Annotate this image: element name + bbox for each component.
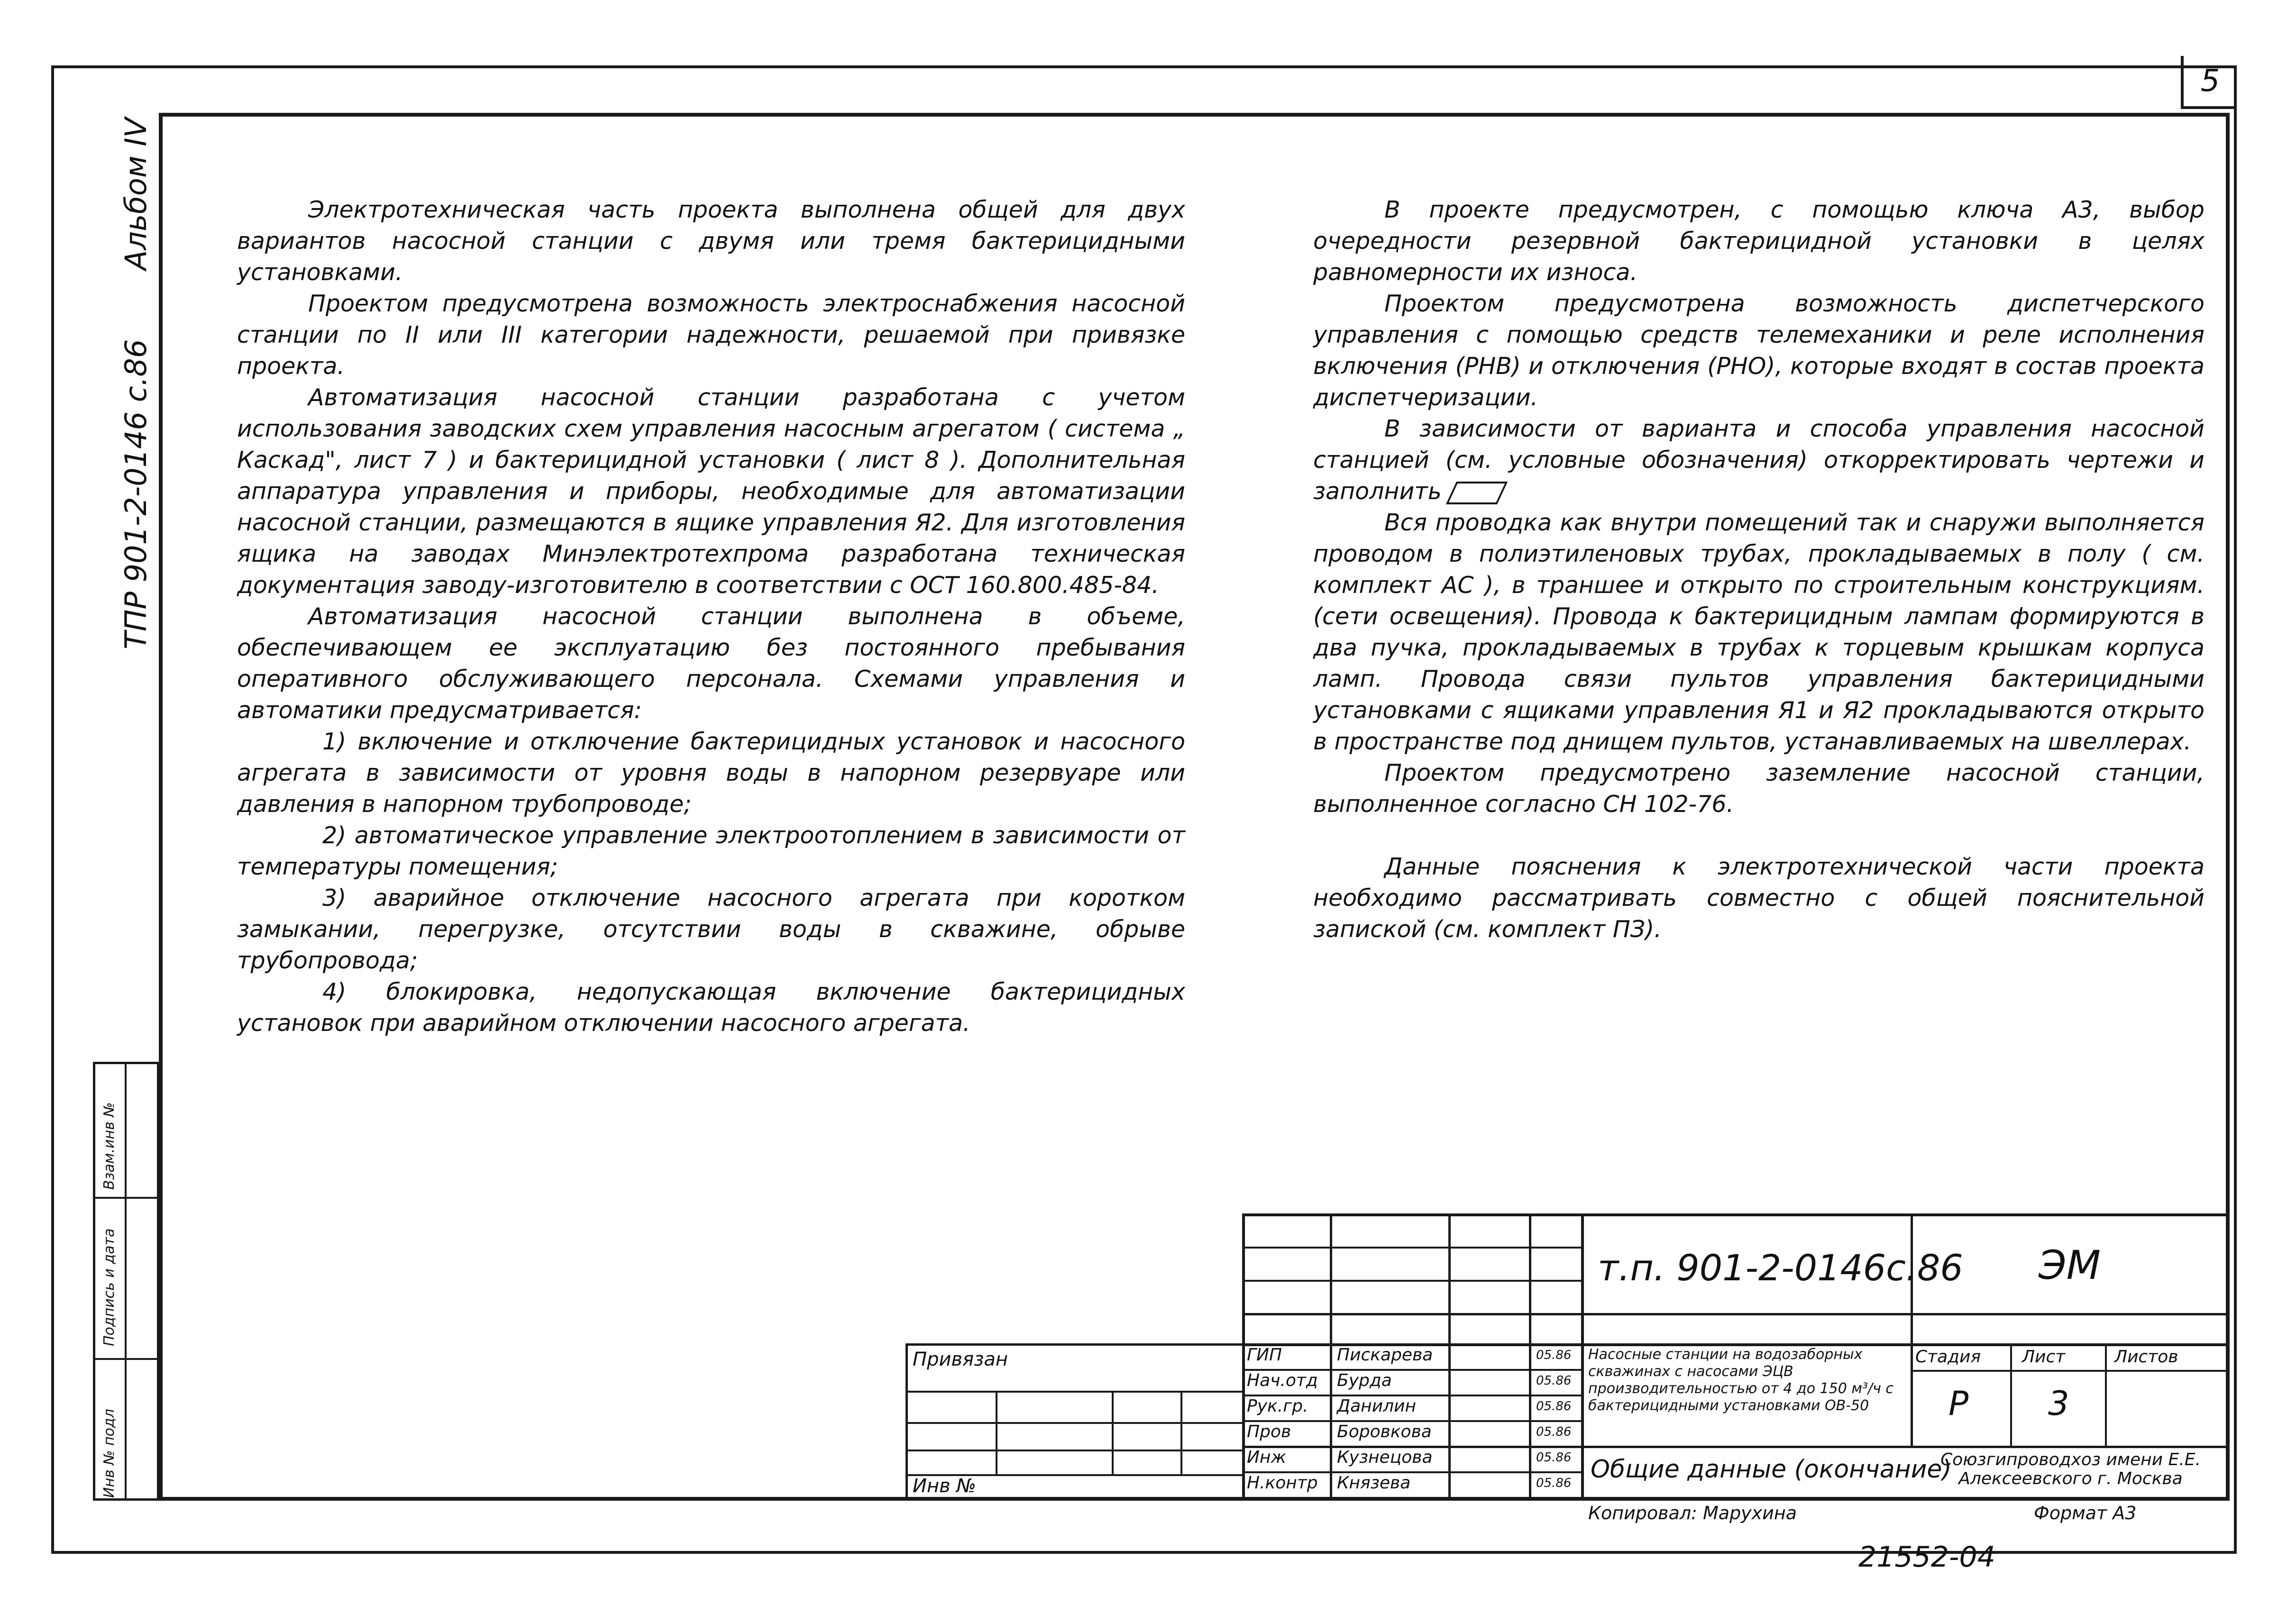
role-head: Нач.отд: [1247, 1371, 1318, 1390]
name-gip: Пискарева: [1337, 1345, 1433, 1365]
stamp-inv-label: Инв № подл: [101, 1409, 118, 1498]
drawing-title: Общие данные (окончание): [1591, 1455, 1952, 1484]
stage-header: Стадия: [1915, 1347, 1981, 1367]
date-group-lead: 05.86: [1536, 1399, 1572, 1413]
parallelogram-symbol-icon: [1446, 482, 1508, 504]
date-head: 05.86: [1536, 1374, 1572, 1388]
stamp-replace-label: Взам.инв №: [101, 1102, 118, 1190]
mark: ЭМ: [2039, 1242, 2101, 1288]
note-paragraph: Проектом предусмотрена возможность диспетчерского управления с помощью средств телемеханики и реле исполнения включения (РНВ) и отключения (РНО), которые входят в состав проекта диспетчеризации.: [1313, 290, 2205, 411]
role-checked: Пров: [1247, 1422, 1291, 1441]
stamp-signature-label: Подпись и дата: [101, 1228, 118, 1346]
role-gip: ГИП: [1247, 1345, 1282, 1365]
date-engineer: 05.86: [1536, 1450, 1572, 1465]
stage-value: Р: [1948, 1384, 1969, 1423]
sheet-number: 5: [2181, 56, 2237, 109]
note-paragraph: [1313, 413, 2205, 507]
note-list-item: 3) аварийное отключение насосного агрегата при коротком замыкании, перегрузке, отсутствии воды в скважине, обрыве трубопровода;: [237, 884, 1185, 974]
note-list-item: 4) блокировка, недопускающая включение бактерицидных установок при аварийном отключении насосного агрегата.: [237, 978, 1185, 1037]
note-paragraph-text: В зависимости от варианта и способа управления насосной станцией (см. условные обозначения) откорректировать чертежи и заполнить: [1313, 415, 2205, 505]
side-stamp: [93, 1062, 159, 1501]
note-paragraph: Автоматизация насосной станции выполнена в объеме, обеспечивающем ее эксплуатацию без постоянного пребывания оперативного обслуживающего персонала. Схемами управления и автоматики предусматривается:: [237, 603, 1185, 724]
note-paragraph: Автоматизация насосной станции разработана с учетом использования заводских схем управления насосным агрегатом ( система „ Каскад", лист 7 ) и бактерицидной установки ( лист 8 ). Дополнительная аппаратура управления и приборы, необходимые для автоматизации насосной станции, размещаются в ящике управления Я2. Для изготовления ящика на заводах Минэлектротехпрома разработана техническая документация заводу-изготовителю в соответствии с ОСТ 160.800.485-84.: [237, 384, 1185, 599]
name-norm-control: Князева: [1337, 1473, 1411, 1493]
name-head: Бурда: [1337, 1371, 1392, 1390]
copied-by: Копировал: Марухина: [1588, 1503, 1797, 1523]
sheet-format: Формат А3: [2034, 1503, 2137, 1523]
organization: Союзгипроводхоз имени Е.Е. Алексеевского г. Москва: [1940, 1450, 2201, 1488]
date-checked: 05.86: [1536, 1425, 1572, 1439]
notes-left-column: [237, 194, 1185, 1039]
note-paragraph: Проектом предусмотрена возможность электроснабжения насосной станции по II или III категории надежности, решаемой при привязке проекта.: [237, 290, 1185, 380]
sheet-value: 3: [2048, 1384, 2069, 1423]
role-norm-control: Н.контр: [1247, 1473, 1318, 1493]
role-engineer: Инж: [1247, 1448, 1286, 1467]
project-code-side: ТПР 901-2-0146 с.86: [119, 339, 153, 649]
note-paragraph: В проекте предусмотрен, с помощью ключа А3, выбор очередности резервной бактерицидной установки в целях равномерности их износа.: [1313, 196, 2205, 286]
inv-number-label: Инв №: [913, 1475, 976, 1497]
object-title: Насосные станции на водозаборных скважинах с насосами ЭЦВ производительностью от 4 до 150 м³/ч с бактерицидными установками ОВ-50: [1588, 1346, 1894, 1414]
notes-right-column: [1313, 194, 2205, 945]
sheets-header: Листов: [2114, 1347, 2178, 1367]
name-checked: Боровкова: [1337, 1422, 1432, 1441]
designation: т.п. 901-2-0146с.86: [1598, 1247, 1963, 1289]
note-paragraph: Электротехническая часть проекта выполнена общей для двух вариантов насосной станции с двумя или тремя бактерицидными установками.: [237, 196, 1185, 286]
name-group-lead: Данилин: [1337, 1396, 1417, 1416]
note-paragraph: Данные пояснения к электротехнической части проекта необходимо рассматривать совместно с общей пояснительной запиской (см. комплект ПЗ).: [1313, 853, 2205, 943]
inventory-number: 21552-04: [1858, 1541, 1995, 1574]
sheet-header: Лист: [2022, 1347, 2066, 1367]
note-list-item: 1) включение и отключение бактерицидных установок и насосного агрегата в зависимости от уровня воды в напорном резервуаре или давления в напорном трубопроводе;: [237, 728, 1185, 818]
note-list-item: 2) автоматическое управление электроотоплением в зависимости от температуры помещения;: [237, 822, 1185, 880]
date-gip: 05.86: [1536, 1348, 1572, 1362]
album-label: Альбом IV: [119, 118, 153, 270]
note-paragraph: Проектом предусмотрено заземление насосной станции, выполненное согласно СН 102-76.: [1313, 759, 2205, 818]
privyazan-label: Привязан: [913, 1349, 1008, 1370]
role-group-lead: Рук.гр.: [1247, 1396, 1308, 1416]
date-norm-control: 05.86: [1536, 1476, 1572, 1490]
name-engineer: Кузнецова: [1337, 1448, 1433, 1467]
note-paragraph: Вся проводка как внутри помещений так и снаружи выполняется проводом в полиэтиленовых трубах, прокладываемых в полу ( см. комплект АС ), в траншее и открыто по строительным конструкциям. (сети освещения). Провода к бактерицидным лампам формируются в два пучка, прокладываемых в трубах к торцевым крышкам корпуса ламп. Провода связи пультов управления бактерицидными установками с ящиками управления Я1 и Я2 прокладываются открыто в пространстве под днищем пультов, устанавливаемых на швеллерах.: [1313, 509, 2205, 755]
